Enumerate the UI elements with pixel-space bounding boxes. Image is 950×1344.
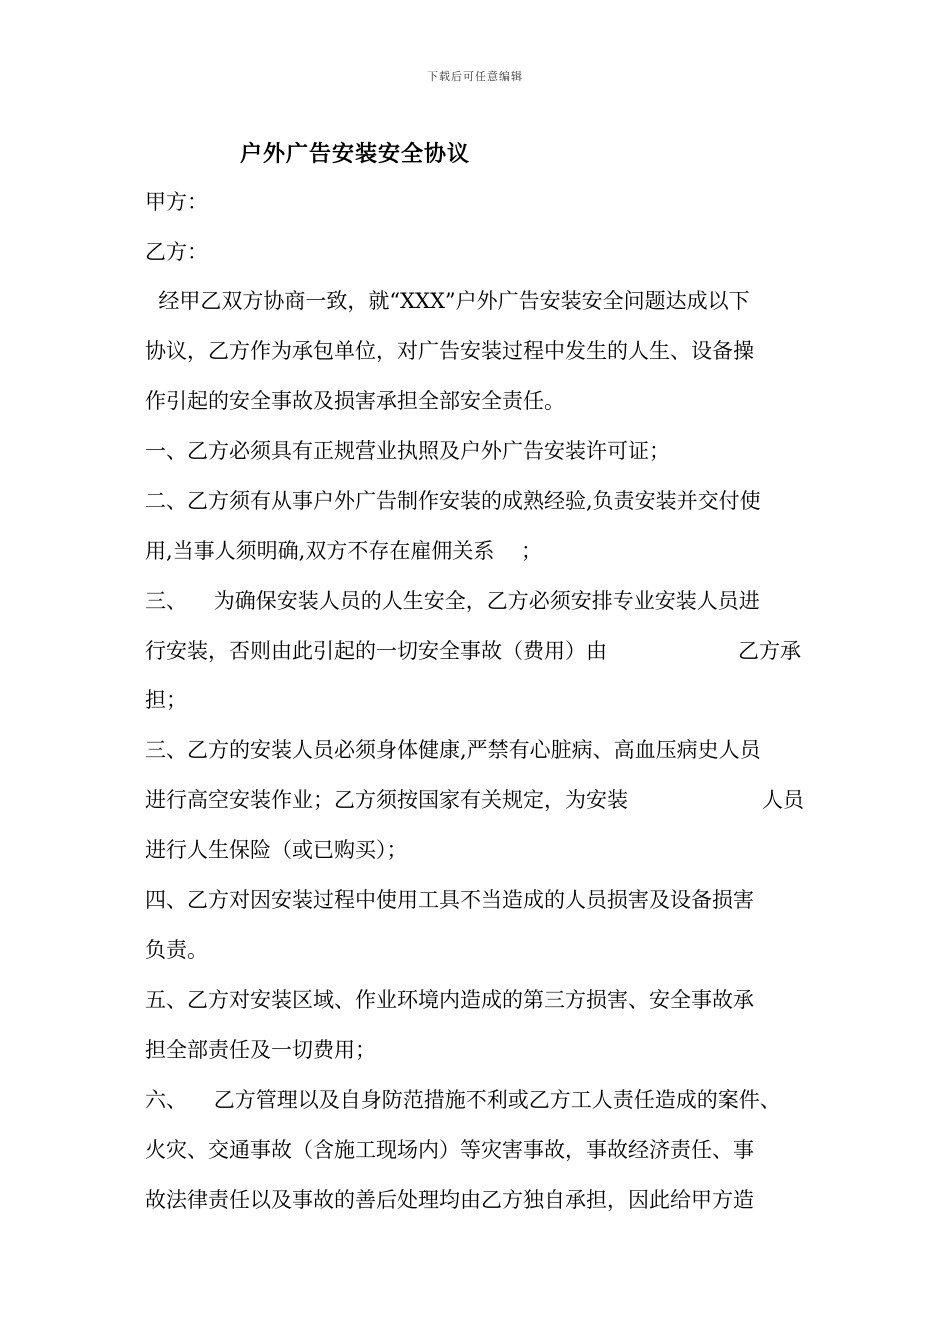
clause-5-line: 担全部责任及一切费用； — [145, 1038, 376, 1062]
party-a-line: 甲方： — [145, 190, 208, 214]
clause-2-line: 用,当事人须明确,双方不存在雇佣关系 ； — [145, 539, 543, 563]
document-title: 户外广告安装安全协议 — [240, 141, 471, 167]
header-note: 下载后可任意编辑 — [427, 70, 523, 83]
paragraph-line: 作引起的安全事故及损害承担全部安全责任。 — [145, 389, 565, 413]
clause-1-line: 一、乙方必须具有正规营业执照及户外广告安装许可证； — [145, 439, 670, 463]
clause-6-line: 火灾、交通事故（含施工现场内）等灾害事故，事故经济责任、事 — [145, 1138, 754, 1162]
clause-3b-line: 进行人生保险（或已购买）； — [145, 838, 408, 862]
clause-6-line: 故法律责任以及事故的善后处理均由乙方独自承担，因此给甲方造 — [145, 1188, 754, 1212]
clause-2-line: 二、乙方须有从事户外广告制作安装的成熟经验,负责安装并交付使 — [145, 489, 761, 513]
clause-3-line: 行安装，否则由此引起的一切安全事故（费用）由 — [145, 639, 607, 663]
clause-3b-line-tail: 人员 — [762, 788, 804, 812]
clause-3-line: 担； — [145, 688, 187, 712]
clause-3-line-tail: 乙方承 — [738, 639, 801, 663]
paragraph-line: 经甲乙双方协商一致，就“XXX”户外广告安装安全问题达成以下 — [145, 289, 750, 313]
clause-3b-line: 进行高空安装作业；乙方须按国家有关规定，为安装 — [145, 788, 628, 812]
clause-4-line: 四、乙方对因安装过程中使用工具不当造成的人员损害及设备损害 — [145, 888, 754, 912]
paragraph-line: 协议，乙方作为承包单位，对广告安装过程中发生的人生、设备操 — [145, 339, 754, 363]
clause-3b-line: 三、乙方的安装人员必须身体健康,严禁有心脏病、高血压病史人员 — [145, 738, 761, 762]
clause-4-line: 负责。 — [145, 938, 208, 962]
clause-6-line: 六、 乙方管理以及自身防范措施不利或乙方工人责任造成的案件、 — [145, 1088, 781, 1112]
party-b-line: 乙方： — [145, 240, 208, 264]
clause-5-line: 五、乙方对安装区域、作业环境内造成的第三方损害、安全事故承 — [145, 988, 754, 1012]
clause-3-line: 三、 为确保安装人员的人生安全，乙方必须安排专业安装人员进 — [145, 589, 760, 613]
